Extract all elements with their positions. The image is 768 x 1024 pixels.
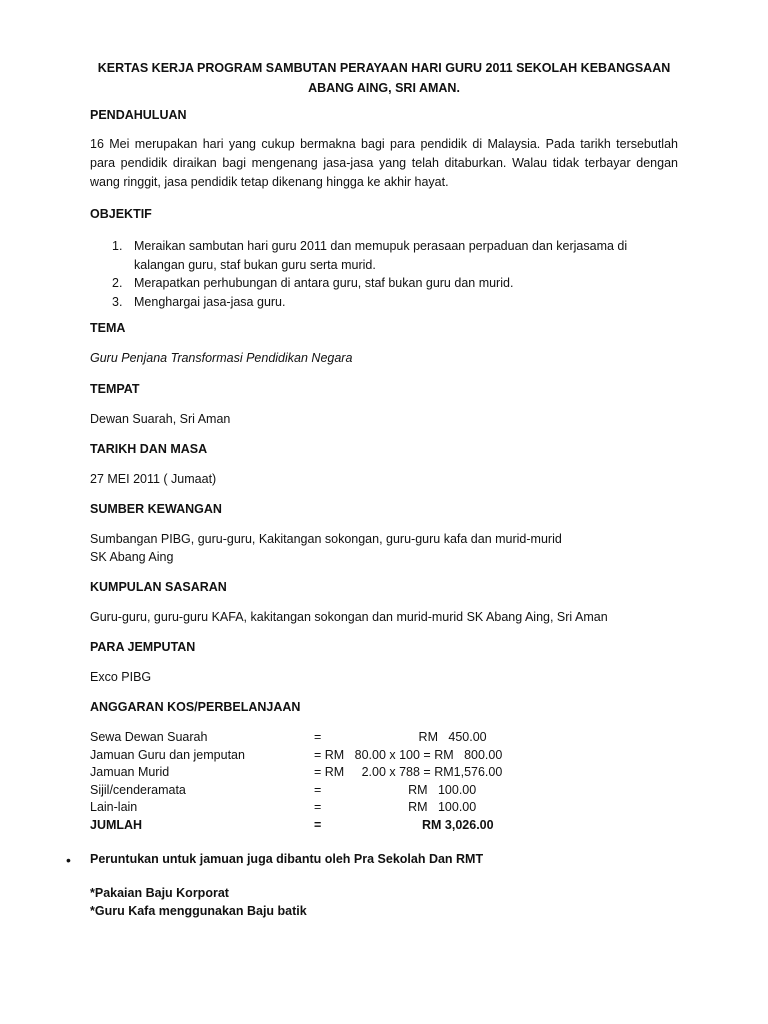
heading-anggaran: ANGGARAN KOS/PERBELANJAAN <box>90 700 301 714</box>
note-guru-kafa: *Guru Kafa menggunakan Baju batik <box>90 904 307 918</box>
budget-calc: = RM 100.00 <box>314 782 477 797</box>
budget-calc: = RM 100.00 <box>314 800 477 814</box>
tempat-text: Dewan Suarah, Sri Aman <box>90 412 231 426</box>
heading-tema: TEMA <box>90 321 126 335</box>
budget-item: Sijil/cenderamata <box>90 782 186 797</box>
budget-item: JUMLAH <box>90 817 143 832</box>
sumber-line-1: Sumbangan PIBG, guru-guru, Kakitangan sokongan, guru-guru kafa dan murid-murid <box>90 532 562 546</box>
budget-item: Jamuan Guru dan jemputan <box>90 747 245 762</box>
bullet-icon: • <box>66 852 71 868</box>
tarikh-text: 27 MEI 2011 ( Jumaat) <box>90 472 217 486</box>
budget-item: Jamuan Murid <box>90 765 170 779</box>
list-item <box>90 237 650 274</box>
budget-item: Sewa Dewan Suarah <box>90 730 208 744</box>
title-line-1: KERTAS KERJA PROGRAM SAMBUTAN PERAYAAN HARI GURU 2011 SEKOLAH KEBANGSAAN <box>97 61 671 75</box>
list-item <box>90 274 650 293</box>
sumber-line-2: SK Abang Aing <box>90 550 174 564</box>
list-item-text-cont: kalangan guru, staf bukan guru serta murid. <box>134 257 376 272</box>
list-item-text: Menghargai jasa-jasa guru. <box>134 294 286 309</box>
list-item <box>90 293 650 312</box>
list-item-number: 1. <box>112 239 123 253</box>
heading-objektif: OBJEKTIF <box>90 207 152 221</box>
heading-tarikh: TARIKH DAN MASA <box>90 442 208 456</box>
list-item-number: 3. <box>112 294 123 309</box>
budget-calc: = RM 80.00 x 100 = RM 800.00 <box>314 747 503 762</box>
budget-item: Lain-lain <box>90 800 138 814</box>
heading-jemputan: PARA JEMPUTAN <box>90 640 196 654</box>
note-pakaian: *Pakaian Baju Korporat <box>90 886 229 900</box>
note-bullet-text: Peruntukan untuk jamuan juga dibantu oleh Pra Sekolah Dan RMT <box>90 852 484 866</box>
objektif-list <box>90 237 650 311</box>
budget-calc: = RM 3,026.00 <box>314 817 494 832</box>
pendahuluan-paragraph: 16 Mei merupakan hari yang cukup bermakna bagi para pendidik di Malaysia. Pada tarikh tersebutlah para pendidik diraikan bagi mengenang jasa-jasa yang telah ditaburkan. Walau tidak terbayar dengan wang ringgit, jasa pendidik tetap dikenang hingga ke akhir hayat. <box>90 137 678 189</box>
heading-sumber: SUMBER KEWANGAN <box>90 502 222 516</box>
budget-calc: = RM 2.00 x 788 = RM1,576.00 <box>314 765 503 779</box>
budget-calc: = RM 450.00 <box>314 730 487 744</box>
list-item-text: Merapatkan perhubungan di antara guru, staf bukan guru dan murid. <box>134 276 514 290</box>
jemputan-text: Exco PIBG <box>90 670 152 684</box>
heading-pendahuluan: PENDAHULUAN <box>90 108 187 122</box>
title-line-2: ABANG AING, SRI AMAN. <box>308 81 460 95</box>
document-title <box>60 58 708 98</box>
heading-kumpulan: KUMPULAN SASARAN <box>90 580 227 594</box>
tema-text: Guru Penjana Transformasi Pendidikan Negara <box>90 351 353 365</box>
list-item-text: Meraikan sambutan hari guru 2011 dan memupuk perasaan perpaduan dan kerjasama di <box>134 239 628 253</box>
heading-tempat: TEMPAT <box>90 382 140 396</box>
list-item-number: 2. <box>112 276 123 290</box>
kumpulan-text: Guru-guru, guru-guru KAFA, kakitangan sokongan dan murid-murid SK Abang Aing, Sri Aman <box>90 610 608 624</box>
